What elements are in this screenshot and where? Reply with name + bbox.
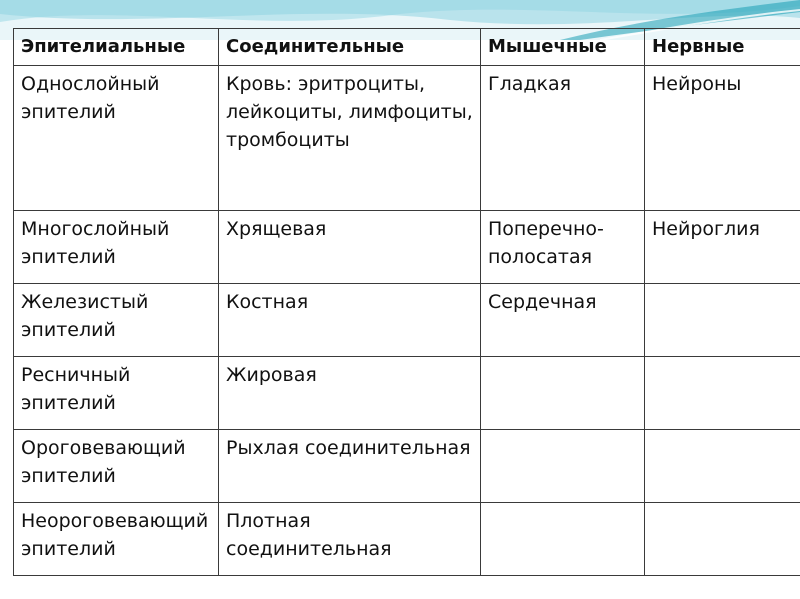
table-cell: Однослойный эпителий <box>14 66 219 211</box>
table-cell <box>645 430 800 503</box>
header-cell-muscle: Мышечные <box>481 29 645 66</box>
table-cell: Рыхлая соединительная <box>219 430 481 503</box>
table-cell: Железистый эпителий <box>14 284 219 357</box>
table-cell: Нейроглия <box>645 211 800 284</box>
table-cell: Гладкая <box>481 66 645 211</box>
table-cell: Ороговевающий эпителий <box>14 430 219 503</box>
table-row <box>14 211 800 284</box>
table-row <box>14 503 800 576</box>
table-row <box>14 66 800 211</box>
table-cell <box>481 357 645 430</box>
table-cell: Кровь: эритроциты, лейкоциты, лимфоциты, тромбоциты <box>219 66 481 211</box>
table-row <box>14 284 800 357</box>
table-cell <box>645 503 800 576</box>
header-cell-epithelial: Эпителиальные <box>14 29 219 66</box>
header-cell-nervous: Нервные <box>645 29 800 66</box>
header-cell-connective: Соединительные <box>219 29 481 66</box>
table-header-row <box>14 29 800 66</box>
table-cell: Жировая <box>219 357 481 430</box>
table-row <box>14 357 800 430</box>
table-cell <box>481 430 645 503</box>
table-cell <box>645 357 800 430</box>
table-cell <box>481 503 645 576</box>
tissue-types-table <box>13 28 800 576</box>
table-cell: Хрящевая <box>219 211 481 284</box>
table-cell: Ресничный эпителий <box>14 357 219 430</box>
table-cell: Нейроны <box>645 66 800 211</box>
table-cell: Многослойный эпителий <box>14 211 219 284</box>
table-cell: Сердечная <box>481 284 645 357</box>
table-row <box>14 430 800 503</box>
table-cell <box>645 284 800 357</box>
table-cell: Плотная соединительная <box>219 503 481 576</box>
table-cell: Неороговевающий эпителий <box>14 503 219 576</box>
table-cell: Костная <box>219 284 481 357</box>
table-cell: Поперечно-полосатая <box>481 211 645 284</box>
